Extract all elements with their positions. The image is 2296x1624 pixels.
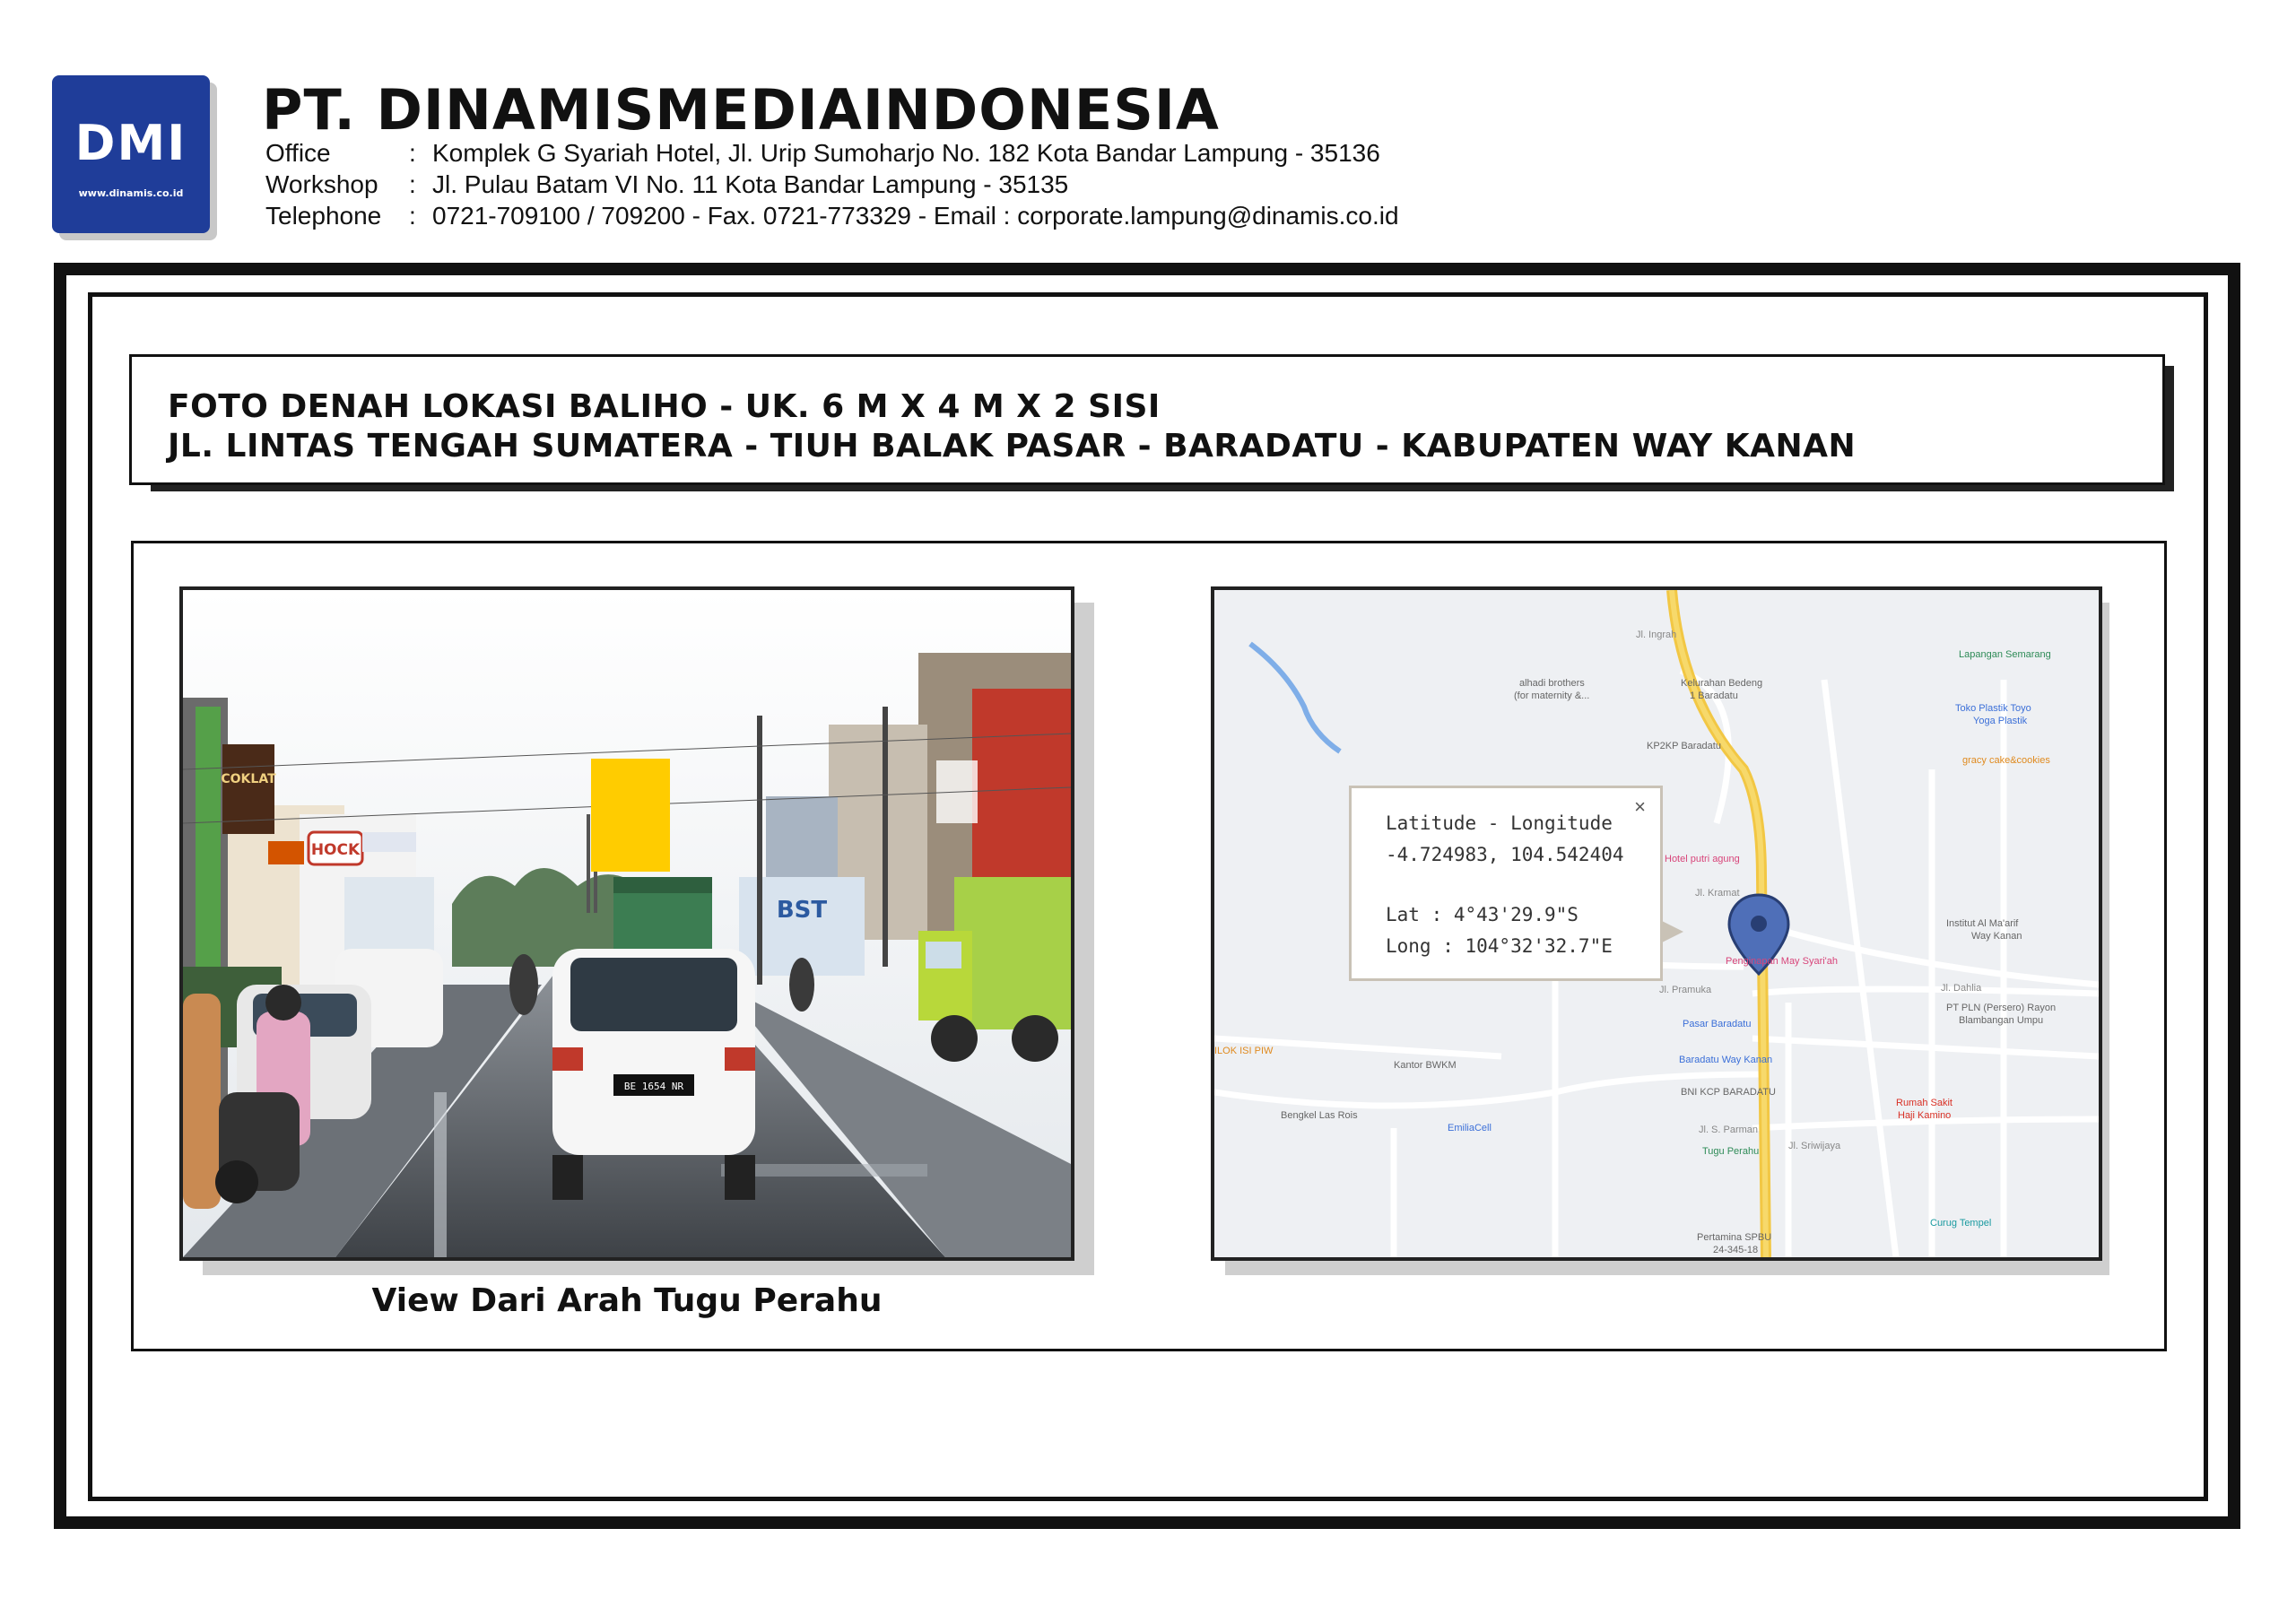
map-label-jl-s-parman: Jl. S. Parman	[1699, 1125, 1759, 1135]
office-address: Komplek G Syariah Hotel, Jl. Urip Sumoharjo No. 182 Kota Bandar Lampung - 35136	[432, 139, 1380, 167]
map-label-jl-ingrah: Jl. Ingrah	[1636, 630, 1677, 640]
map-label-kp2kp: KP2KP Baradatu	[1647, 741, 1721, 751]
map-label-jl-pramuka: Jl. Pramuka	[1659, 985, 1712, 995]
office-separator: :	[409, 139, 416, 167]
workshop-address-row	[265, 170, 1068, 199]
office-address-row	[265, 139, 1380, 168]
title-line-2: JL. LINTAS TENGAH SUMATERA - TIUH BALAK PASAR - BARADATU - KABUPATEN WAY KANAN	[168, 428, 1857, 465]
workshop-separator: :	[409, 170, 416, 198]
popup-longitude: Long : 104°32'32.7"E	[1386, 935, 1613, 957]
map-label-alhadi-brothers: alhadi brothers	[1519, 678, 1585, 689]
map-label-jl-kramat: Jl. Kramat	[1695, 888, 1740, 899]
map-label-blambangan-umpu: Blambangan Umpu	[1959, 1015, 2044, 1026]
map-label-hotel-putri-agung: Hotel putri agung	[1665, 854, 1740, 864]
office-label: Office	[265, 139, 331, 167]
map-label-way-kanan: Way Kanan	[1971, 931, 2022, 942]
map-label-yoga-plastik: Yoga Plastik	[1973, 716, 2028, 726]
map-label-bni: BNI KCP BARADATU	[1681, 1087, 1776, 1098]
telephone-row	[265, 202, 1399, 230]
close-icon[interactable]: ×	[1634, 795, 1646, 818]
workshop-address: Jl. Pulau Batam VI No. 11 Kota Bandar Lampung - 35135	[432, 170, 1069, 198]
map-label-jl-dahlia: Jl. Dahlia	[1941, 983, 1982, 994]
title-box	[129, 354, 2165, 485]
photo-caption: View Dari Arah Tugu Perahu	[371, 1282, 883, 1319]
workshop-label: Workshop	[265, 170, 378, 198]
map-label-pasar-baradatu: Pasar Baradatu	[1683, 1019, 1752, 1029]
license-plate: BE 1654 NR	[623, 1081, 684, 1092]
map-label-kantor-bwkm: Kantor BWKM	[1394, 1060, 1457, 1071]
sign-bst: BST	[776, 897, 828, 924]
company-name: PT. DINAMISMEDIAINDONESIA	[262, 77, 1220, 143]
company-logo	[52, 75, 210, 233]
logo-text: DMI	[74, 115, 187, 171]
map-label-kelurahan-bedeng: Kelurahan Bedeng	[1681, 678, 1763, 689]
title-line-1: FOTO DENAH LOKASI BALIHO - UK. 6 M X 4 M X 2 SISI	[168, 388, 1161, 425]
map-label-curug-tempel: Curug Tempel	[1930, 1218, 1992, 1229]
map-label-rumah-sakit: Rumah Sakit	[1896, 1098, 1952, 1108]
map-label-pln: PT PLN (Persero) Rayon	[1946, 1003, 2057, 1013]
billboard-location-marker	[591, 759, 670, 872]
map-label-baradatu-way-kanan: Baradatu Way Kanan	[1679, 1055, 1773, 1065]
location-photo	[179, 586, 1074, 1261]
telephone-label: Telephone	[265, 202, 382, 230]
map-label-jl-sriwijaya: Jl. Sriwijaya	[1788, 1141, 1841, 1151]
map-label-baradatu-1: 1 Baradatu	[1690, 690, 1738, 701]
street-scene-illustration	[183, 590, 1071, 1257]
coordinate-popup	[1349, 786, 1663, 981]
sign-hock: HOCK	[310, 841, 361, 859]
popup-latitude: Lat : 4°43'29.9"S	[1386, 904, 1578, 925]
telephone-separator: :	[409, 202, 416, 230]
popup-title: Latitude - Longitude	[1386, 812, 1613, 834]
map-label-bengkel-las-rois: Bengkel Las Rois	[1281, 1110, 1358, 1121]
sign-coklat: COKLAT	[221, 772, 276, 786]
map-label-institut-al-maarif: Institut Al Ma'arif	[1946, 918, 2019, 929]
popup-decimal-coords: -4.724983, 104.542404	[1386, 844, 1624, 865]
map-label-pertamina: Pertamina SPBU	[1697, 1232, 1772, 1243]
map-label-emiliacell: EmiliaCell	[1448, 1123, 1492, 1133]
logo-website: www.dinamis.co.id	[78, 187, 184, 199]
map-label-haji-kamino: Haji Kamino	[1898, 1110, 1952, 1121]
map-label-tugu-perahu: Tugu Perahu	[1702, 1146, 1760, 1157]
map-label-spbu-number: 24-345-18	[1713, 1245, 1759, 1255]
map-label-toko-plastik: Toko Plastik Toyo	[1955, 703, 2031, 714]
map-label-penginapan: Penginapan May Syari'ah	[1726, 956, 1839, 967]
location-map[interactable]	[1211, 586, 2102, 1261]
map-label-lapangan-semarang: Lapangan Semarang	[1959, 649, 2051, 660]
map-label-alhadi-maternity: (for maternity &...	[1514, 690, 1590, 701]
map-label-ilok-isi-piw: ILOK ISI PIW	[1214, 1046, 1274, 1056]
telephone-contact: 0721-709100 / 709200 - Fax. 0721-773329 - Email : corporate.lampung@dinamis.co.id	[432, 202, 1399, 230]
map-label-gracy-cake: gracy cake&cookies	[1962, 755, 2050, 766]
